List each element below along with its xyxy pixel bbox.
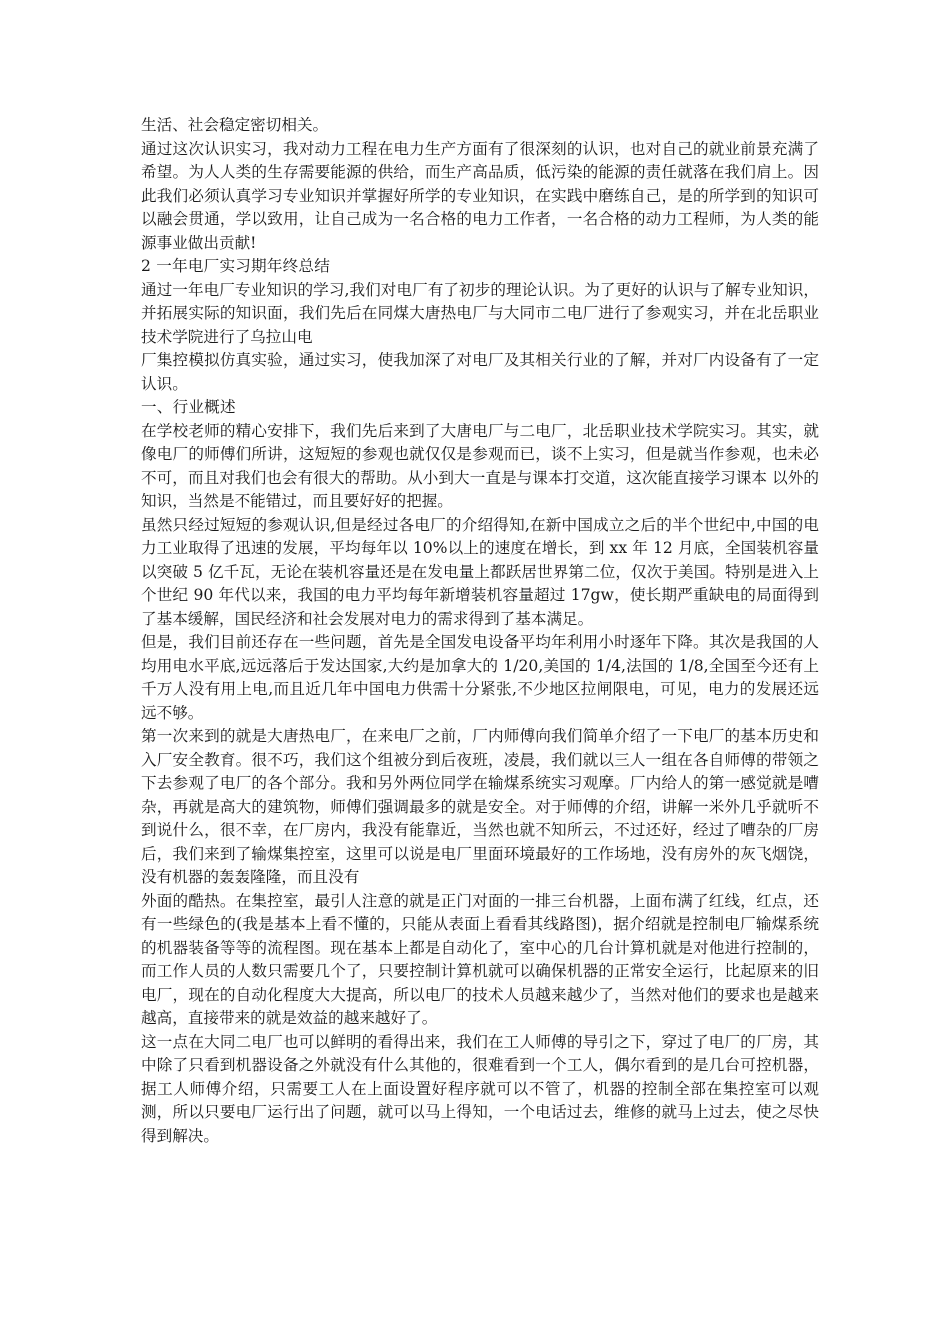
paragraph-summary-intro: 通过一年电厂专业知识的学习,我们对电厂有了初步的理论认识。为了更好的认识与了解专业知识，并拓展实际的知识面，我们先后在同煤大唐热电厂与大同市二电厂进行了参观实习，并在北岳职业技术学院进行了乌拉山电: [141, 280, 819, 346]
section-title: 2 一年电厂实习期年终总结: [141, 257, 331, 275]
paragraph-second-plant: 这一点在大同二电厂也可以鲜明的看得出来，我们在工人师傅的导引之下，穿过了电厂的厂房，其中除了只看到机器设备之外就没有什么其他的，很难看到一个工人，偶尔看到的是几台可控机器，据工人师傅介绍，只需要工人在上面设置好程序就可以不管了，机器的控制全部在集控室可以观测，所以只要电厂运行出了问题，就可以马上得知，一个电话过去，维修的就马上过去，使之尽快得到解决。: [141, 1032, 819, 1145]
paragraph-arrangement: 在学校老师的精心安排下，我们先后来到了大唐电厂与二电厂，北岳职业技术学院实习。其实，就像电厂的师傅们所讲，这短短的参观也就仅仅是参观而已，谈不上实习，但是就当作参观，也未必不可，而且对我们也会有很大的帮助。从小到大一直是与课本打交道，这次能直接学习课本 以外的知识，当然是不能错过，而且要好好的把握。: [141, 421, 819, 510]
subsection-heading: 一、行业概述: [141, 398, 236, 416]
paragraph-industry-development: 虽然只经过短短的参观认识,但是经过各电厂的介绍得知,在新中国成立之后的半个世纪中,中国的电力工业取得了迅速的发展，平均每年以 10%以上的速度在增长，到 xx 年 12 月底，全国装机容量以突破 5 亿千瓦，无论在装机容量还是在发电量上都跃居世界第二位，仅次于美国。特别是进入上个世纪 90 年代以来，我国的电力平均每年新增装机容量超过 17gw，使长期严重缺电的局面得到了基本缓解，国民经济和社会发展对电力的需求得到了基本满足。: [141, 515, 819, 628]
paragraph-control-room: 外面的酷热。在集控室，最引人注意的就是正门对面的一排三台机器，上面布满了红线，红点，还有一些绿色的(我是基本上看不懂的，只能从表面上看看其线路图)，据介绍就是控制电厂输煤系统的机器装备等等的流程图。现在基本上都是自动化了，室中心的几台计算机就是对他进行控制的，而工作人员的人数只需要几个了，只要控制计算机就可以确保机器的正常安全运行，比起原来的旧电厂，现在的自动化程度大大提高，所以电厂的技术人员越来越少了，当然对他们的要求也是越来越高，直接带来的就是效益的越来越好了。: [141, 891, 819, 1027]
paragraph-first-visit: 第一次来到的就是大唐热电厂，在来电厂之前，厂内师傅向我们简单介绍了一下电厂的基本历史和入厂安全教育。很不巧，我们这个组被分到后夜班，凌晨，我们就以三人一组在各自师傅的带领之下去参观了电厂的各个部分。我和另外两位同学在输煤系统实习观摩。厂内给人的第一感觉就是嘈杂，再就是高大的建筑物，师傅们强调最多的就是安全。对于师傅的介绍，讲解一米外几乎就听不到说什么，很不幸，在厂房内，我没有能靠近，当然也就不知所云，不过还好，经过了嘈杂的厂房后，我们来到了输煤集控室，这里可以说是电厂里面环境最好的工作场地，没有房外的灰飞烟饶，没有机器的轰轰隆隆，而且没有: [141, 727, 819, 886]
paragraph-conclusion: 通过这次认识实习，我对动力工程在电力生产方面有了很深刻的认识，也对自己的就业前景充满了希望。为人人类的生存需要能源的供给，而生产高品质，低污染的能源的责任就落在我们肩上。因此我们必须认真学习专业知识并掌握好所学的专业知识，在实践中磨练自己，是的所学到的知识可以融会贯通，学以致用，让自己成为一名合格的电力工作者，一名合格的动力工程师，为人类的能源事业做出贡献!: [141, 139, 819, 252]
paragraph-summary-continued: 厂集控模拟仿真实验，通过实习，使我加深了对电厂及其相关行业的了解，并对厂内设备有了一定认识。: [141, 351, 819, 393]
paragraph-industry-problems: 但是，我们目前还存在一些问题，首先是全国发电设备平均年利用小时逐年下降。其次是我国的人均用电水平底,远远落后于发达国家,大约是加拿大的 1/20,美国的 1/4,法国的 1/8,全国至今还有上千万人没有用上电,而且近几年中国电力供需十分紧张,不少地区拉闸限电，可见，电力的发展还远远不够。: [141, 633, 819, 722]
paragraph-intro-fragment: 生活、社会稳定密切相关。: [141, 116, 329, 134]
document-body: [141, 114, 819, 1148]
